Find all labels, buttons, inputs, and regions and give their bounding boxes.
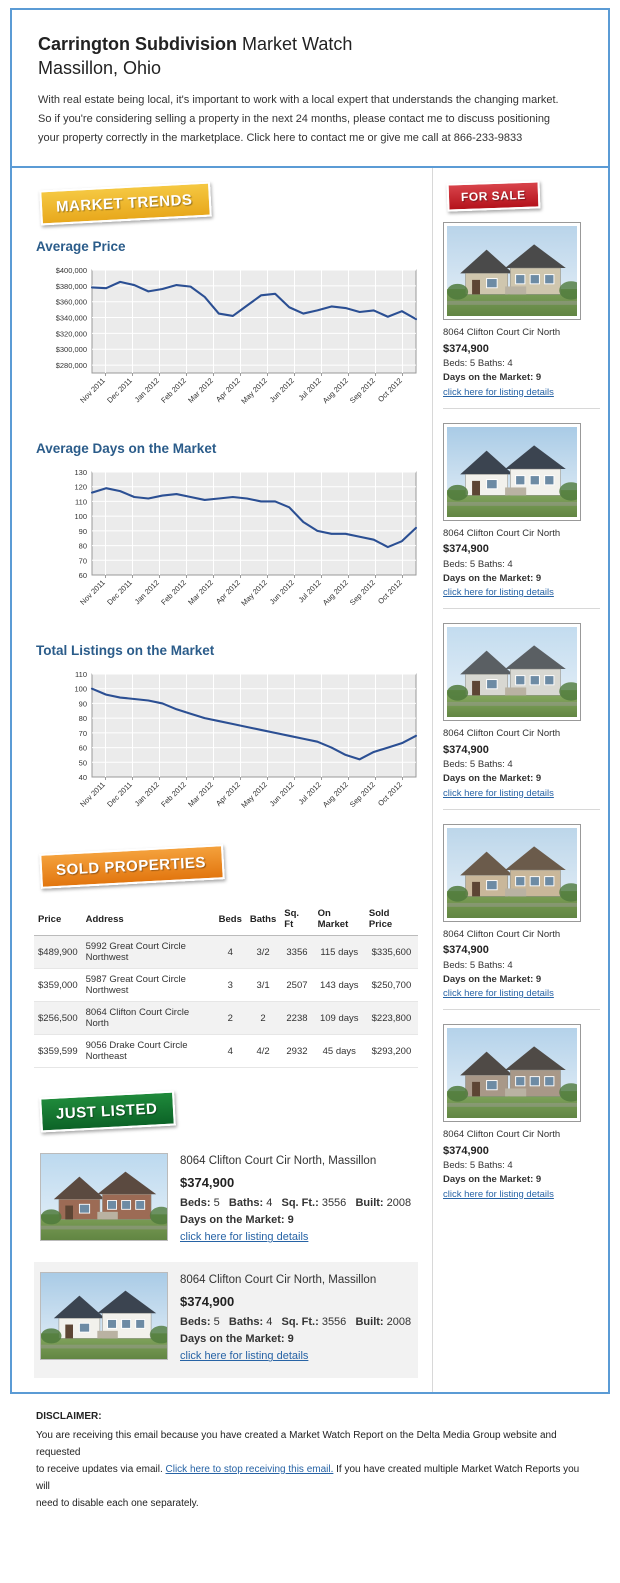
property-specs: Beds: 5 Baths: 4 [443,959,513,971]
just-listed-details [180,1272,411,1365]
table-row[interactable] [34,1035,418,1068]
report-header [12,10,608,168]
svg-text:Feb 2012: Feb 2012 [159,578,188,608]
svg-text:Sep 2012: Sep 2012 [347,376,377,406]
chart-average-price-svg [34,264,424,419]
property-photo [40,1153,168,1241]
property-address: 8064 Clifton Court Cir North [443,928,561,940]
divider [443,809,600,810]
svg-text:Jul 2012: Jul 2012 [296,376,323,403]
intro-line-3: your property correctly in the marketplace. Click here to contact me or give me call at 866-233-9833 [38,132,523,145]
sold-properties-table [34,904,418,1068]
svg-text:$380,000: $380,000 [55,282,87,292]
listing-details-link[interactable]: click here for listing details [443,1188,554,1200]
sold-header-on-market: On Market [314,904,365,936]
for-sale-card[interactable] [443,423,600,610]
svg-text:100: 100 [74,685,87,695]
sold-table-header-row [34,904,418,936]
svg-text:60: 60 [78,571,87,581]
svg-text:Feb 2012: Feb 2012 [159,376,188,406]
svg-text:Oct 2012: Oct 2012 [376,578,404,607]
disclaimer-line-1: You are receiving this email because you have created a Market Watch Report on the Delta Media Group website and requested [36,1429,557,1458]
disclaimer-line-2a: to receive updates via email. [36,1463,166,1475]
report-frame [10,8,610,1394]
sold-cell-address: 9056 Drake Court Circle Northeast [82,1035,215,1068]
property-days-on-market: Days on the Market: 9 [443,1174,542,1186]
listing-details-link[interactable]: click here for listing details [180,1350,309,1363]
sold-header-address: Address [82,904,215,936]
sold-header-beds: Beds [215,904,246,936]
property-address: 8064 Clifton Court Cir North [443,728,561,740]
property-specs: Beds: 5 Baths: 4 [443,358,513,370]
sold-cell-address: 8064 Clifton Court Circle North [82,1002,215,1035]
property-days-on-market: Days on the Market: 9 [443,973,542,985]
svg-text:Jul 2012: Jul 2012 [296,578,323,605]
svg-text:$320,000: $320,000 [55,329,87,339]
sold-cell-sq-ft: 2238 [280,1002,313,1035]
sold-header-price: Price [34,904,82,936]
for-sale-details [443,326,600,400]
sold-cell-sq-ft: 2932 [280,1035,313,1068]
sold-cell-on-market: 143 days [314,969,365,1002]
sold-cell-price: $489,900 [34,936,82,969]
svg-text:May 2012: May 2012 [239,578,269,609]
just-listed-list [34,1143,418,1377]
sold-cell-address: 5992 Great Court Circle Northwest [82,936,215,969]
divider [443,608,600,609]
property-price: $374,900 [443,743,489,756]
for-sale-list [443,222,600,1202]
property-address: 8064 Clifton Court Cir North [443,327,561,339]
svg-text:130: 130 [74,468,87,478]
property-days-on-market: Days on the Market: 9 [443,372,542,384]
svg-text:Sep 2012: Sep 2012 [347,780,377,810]
for-sale-details [443,527,600,601]
svg-text:50: 50 [78,758,87,768]
svg-text:$400,000: $400,000 [55,266,87,276]
for-sale-details [443,1128,600,1202]
svg-text:Oct 2012: Oct 2012 [376,376,404,405]
chart-days-on-market [34,441,418,621]
sold-cell-beds: 3 [215,969,246,1002]
sold-cell-sold-price: $223,800 [365,1002,418,1035]
listing-details-link[interactable]: click here for listing details [180,1231,309,1244]
svg-text:Nov 2011: Nov 2011 [78,780,107,810]
sold-cell-price: $256,500 [34,1002,82,1035]
disclaimer-line-3: need to disable each one separately. [36,1497,199,1509]
svg-text:100: 100 [74,512,87,522]
sold-cell-on-market: 109 days [314,1002,365,1035]
svg-text:Apr 2012: Apr 2012 [214,376,242,405]
listing-details-link[interactable]: click here for listing details [443,587,554,599]
svg-text:Dec 2011: Dec 2011 [105,578,134,608]
svg-text:$300,000: $300,000 [55,345,87,355]
left-column [12,168,432,1391]
svg-text:Dec 2011: Dec 2011 [105,780,134,810]
disclaimer-line-2b: If you have created multiple Market Watch Reports you will [36,1463,580,1492]
sold-header-sold-price: Sold Price [365,904,418,936]
sold-header-sq-ft: Sq. Ft [280,904,313,936]
svg-text:Jun 2012: Jun 2012 [267,578,296,607]
svg-text:$280,000: $280,000 [55,361,87,371]
report-body [12,168,608,1391]
property-address: 8064 Clifton Court Cir North [443,1129,561,1141]
svg-text:$340,000: $340,000 [55,313,87,323]
banner-sold-properties: SOLD PROPERTIES [39,845,225,890]
sold-cell-sold-price: $250,700 [365,969,418,1002]
disclaimer-line-2 [36,1461,584,1495]
svg-text:80: 80 [78,714,87,724]
property-days-on-market: Days on the Market: 9 [180,1333,294,1346]
disclaimer-title: DISCLAIMER: [36,1410,102,1422]
table-row[interactable] [34,1002,418,1035]
sold-cell-baths: 3/2 [246,936,280,969]
property-address: 8064 Clifton Court Cir North [443,527,561,539]
svg-text:120: 120 [74,483,87,493]
property-specs: Beds: 5 Baths: 4 [443,1160,513,1172]
property-days-on-market: Days on the Market: 9 [443,773,542,785]
property-specs: Beds: 5 Baths: 4 Sq. Ft.: 3556 Built: 2008 [180,1316,412,1329]
sold-header-baths: Baths [246,904,280,936]
listing-details-link[interactable]: click here for listing details [443,988,554,1000]
sold-cell-beds: 4 [215,1035,246,1068]
svg-text:40: 40 [78,773,87,783]
title-location: Massillon, Ohio [38,58,162,79]
chart-total-listings-svg [34,668,424,823]
just-listed-item[interactable] [34,1262,418,1377]
svg-text:Aug 2012: Aug 2012 [320,578,350,608]
property-photo [40,1272,168,1360]
intro-text [38,91,582,149]
sold-cell-sold-price: $293,200 [365,1035,418,1068]
property-specs: Beds: 5 Baths: 4 [443,558,513,570]
for-sale-card[interactable] [443,1024,600,1202]
svg-text:Jan 2012: Jan 2012 [132,578,161,607]
chart-days-on-market-title: Average Days on the Market [36,441,217,457]
svg-text:70: 70 [78,729,87,739]
banner-just-listed: JUST LISTED [39,1091,176,1133]
svg-text:70: 70 [78,556,87,566]
for-sale-details [443,928,600,1002]
banner-market-trends: MARKET TRENDS [39,182,211,226]
svg-text:$360,000: $360,000 [55,298,87,308]
svg-text:Apr 2012: Apr 2012 [214,578,242,607]
just-listed-details [180,1153,411,1246]
svg-text:May 2012: May 2012 [239,376,269,407]
svg-text:Oct 2012: Oct 2012 [376,780,404,809]
svg-text:Jan 2012: Jan 2012 [132,780,161,809]
property-photo [443,824,581,922]
for-sale-column [432,168,608,1391]
listing-details-link[interactable]: click here for listing details [443,787,554,799]
chart-average-price-title: Average Price [36,239,126,255]
property-photo [443,1024,581,1122]
table-row[interactable] [34,969,418,1002]
title-subdivision: Carrington Subdivision [38,34,238,54]
svg-text:Mar 2012: Mar 2012 [186,376,215,406]
chart-average-price [34,239,418,419]
svg-text:110: 110 [75,670,87,680]
svg-text:80: 80 [78,541,87,551]
intro-line-2: So if you're considering selling a property in the next 24 months, please contact me to discuss positioning [38,112,551,125]
property-photo [443,623,581,721]
svg-text:Nov 2011: Nov 2011 [78,578,107,608]
sold-cell-on-market: 115 days [314,936,365,969]
property-photo [443,423,581,521]
sold-cell-address: 5987 Great Court Circle Northwest [82,969,215,1002]
listing-details-link[interactable]: click here for listing details [443,386,554,398]
property-price: $374,900 [180,1175,235,1191]
svg-text:Jun 2012: Jun 2012 [267,376,296,405]
divider [443,1009,600,1010]
for-sale-card[interactable] [443,824,600,1011]
svg-text:May 2012: May 2012 [239,780,269,811]
divider [443,408,600,409]
svg-text:Nov 2011: Nov 2011 [78,376,107,406]
property-price: $374,900 [443,342,489,355]
svg-text:90: 90 [78,699,87,709]
sold-cell-baths: 2 [246,1002,280,1035]
page-title [38,32,582,81]
svg-text:Apr 2012: Apr 2012 [214,780,242,809]
chart-total-listings [34,643,418,823]
svg-text:60: 60 [78,743,87,753]
sold-cell-beds: 4 [215,936,246,969]
property-price: $374,900 [443,543,489,556]
property-days-on-market: Days on the Market: 9 [443,572,542,584]
svg-text:110: 110 [75,497,87,507]
svg-text:Jan 2012: Jan 2012 [132,376,161,405]
title-suffix: Market Watch [237,34,353,54]
banner-for-sale: FOR SALE [447,181,541,212]
sold-cell-sq-ft: 2507 [280,969,313,1002]
svg-text:Dec 2011: Dec 2011 [105,376,134,406]
svg-text:Aug 2012: Aug 2012 [320,376,350,406]
sold-cell-sold-price: $335,600 [365,936,418,969]
svg-text:Sep 2012: Sep 2012 [347,578,377,608]
for-sale-details [443,727,600,801]
svg-text:Aug 2012: Aug 2012 [320,780,350,810]
for-sale-card[interactable] [443,623,600,810]
svg-text:Feb 2012: Feb 2012 [159,780,188,810]
property-price: $374,900 [443,944,489,957]
property-photo [443,222,581,320]
chart-days-on-market-svg [34,466,424,621]
svg-text:Mar 2012: Mar 2012 [186,578,215,608]
svg-text:90: 90 [78,527,87,537]
intro-line-1: With real estate being local, it's important to work with a local expert that understands the changing market. [38,93,559,106]
property-address: 8064 Clifton Court Cir North, Massillon [180,1274,377,1287]
disclaimer [10,1394,610,1532]
sold-cell-price: $359,599 [34,1035,82,1068]
sold-cell-baths: 4/2 [246,1035,280,1068]
sold-cell-sq-ft: 3356 [280,936,313,969]
property-specs: Beds: 5 Baths: 4 [443,759,513,771]
svg-text:Jul 2012: Jul 2012 [296,780,323,807]
property-address: 8064 Clifton Court Cir North, Massillon [180,1155,377,1168]
sold-cell-on-market: 45 days [314,1035,365,1068]
property-price: $374,900 [443,1144,489,1157]
svg-text:Mar 2012: Mar 2012 [186,780,215,810]
sold-cell-price: $359,000 [34,969,82,1002]
just-listed-item[interactable] [34,1143,418,1258]
for-sale-card[interactable] [443,222,600,409]
sold-cell-beds: 2 [215,1002,246,1035]
property-price: $374,900 [180,1294,235,1310]
sold-cell-baths: 3/1 [246,969,280,1002]
svg-text:Jun 2012: Jun 2012 [267,780,296,809]
unsubscribe-link[interactable]: Click here to stop receiving this email. [165,1463,334,1475]
property-specs: Beds: 5 Baths: 4 Sq. Ft.: 3556 Built: 2008 [180,1197,412,1210]
table-row[interactable] [34,936,418,969]
property-days-on-market: Days on the Market: 9 [180,1214,294,1227]
chart-total-listings-title: Total Listings on the Market [36,643,215,659]
